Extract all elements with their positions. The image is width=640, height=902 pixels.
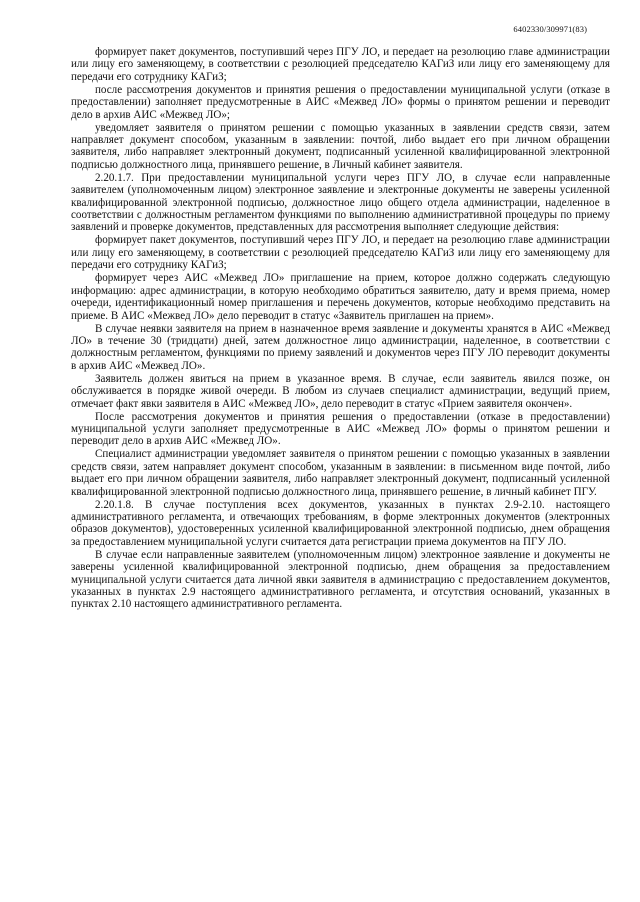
paragraph: формирует через АИС «Межвед ЛО» приглашение на прием, которое должно содержать следующую информацию: адрес администрации, в которую необходимо обратиться заявителю, дату и время приема, номер очереди, идентификационный номер приглашения и перечень документов, которые необходимо представить на приеме. В АИС «Межвед ЛО» дело переводит в статус «Заявитель приглашен на прием». [71, 272, 610, 322]
paragraph: формирует пакет документов, поступивший через ПГУ ЛО, и передает на резолюцию главе администрации или лицу его заменяющему, в соответствии с резолюцией председателю КАГиЗ или лицу его заменяющему для передачи его сотруднику КАГиЗ; [71, 234, 610, 272]
paragraph: формирует пакет документов, поступивший через ПГУ ЛО, и передает на резолюцию главе администрации или лицу его заменяющему, в соответствии с резолюцией председателю КАГиЗ или лицу его заменяющему для передачи его сотруднику КАГиЗ; [71, 46, 610, 83]
paragraph: В случае неявки заявителя на прием в назначенное время заявление и документы хранятся в АИС «Межвед ЛО» в течение 30 (тридцати) дней, затем должностное лицо администрации, наделенное, в соответствии с должностным регламентом, функциями по приему заявлений и документов через ПГУ ЛО переводит документы в архив АИС «Межвед ЛО». [71, 322, 610, 372]
paragraph: После рассмотрения документов и принятия решения о предоставлении (отказе в предоставлении) муниципальной услуги заполняет предусмотренные в АИС «Межвед ЛО» формы о принятом решении и переводит дело в архив АИС «Межвед ЛО». [71, 410, 610, 448]
paragraph: В случае если направленные заявителем (уполномоченным лицом) электронное заявление и документы не заверены усиленной квалифицированной электронной подписью, днем обращения за предоставлением муниципальной услуги считается дата личной явки заявителя в администрацию с предоставлением документов, указанных в пунктах 2.9 настоящего административного регламента, и отсутствия оснований, указанных в пунктах 2.10 настоящего административного регламента. [71, 548, 610, 611]
paragraph: после рассмотрения документов и принятия решения о предоставлении муниципальной услуги (отказе в предоставлении) заполняет предусмотренные в АИС «Межвед ЛО» формы о принятом решении и переводит дело в архив АИС «Межвед ЛО»; [71, 83, 610, 121]
paragraph: 2.20.1.7. При предоставлении муниципальной услуги через ПГУ ЛО, в случае если направленные заявителем (уполномоченным лицом) электронное заявление и электронные документы не заверены усиленной квалифицированной электронной подписью, должностное лицо общего отдела администрации, наделенное в соответствии с должностным регламентом функциями по выполнению административной процедуры по приему заявлений и проверке документов, представленных для рассмотрения выполняет следующие действия: [71, 171, 610, 234]
paragraph: Заявитель должен явиться на прием в указанное время. В случае, если заявитель явился позже, он обслуживается в порядке живой очереди. В любом из случаев специалист администрации, ведущий прием, отмечает факт явки заявителя в АИС «Межвед ЛО», дело переводит в статус «Прием заявителя окончен». [71, 372, 610, 410]
document-reference-number: 6402330/309971(83) [513, 24, 587, 34]
paragraph: уведомляет заявителя о принятом решении с помощью указанных в заявлении средств связи, затем направляет документ способом, указанным в заявлении: почтой, либо выдает его при личном обращении заявителя, либо направляет электронный документ, подписанный усиленной квалифицированной электронной подписью должностного лица, принявшего решение, в Личный кабинет заявителя. [71, 121, 610, 171]
paragraph: Специалист администрации уведомляет заявителя о принятом решении с помощью указанных в заявлении средств связи, затем направляет документ способом, указанным в заявлении: в письменном виде почтой, либо выдает его при личном обращении заявителя, либо направляет электронный документ, подписанный усиленной квалифицированной электронной подписью должностного лица, принявшего решение, в личный кабинет ПГУ. [71, 448, 610, 498]
paragraph: 2.20.1.8. В случае поступления всех документов, указанных в пунктах 2.9-2.10. настоящего административного регламента, и отвечающих требованиям, в форме электронных документов (электронных образов документов), удостоверенных усиленной квалифицированной электронной подписью, днем обращения за предоставлением муниципальной услуги считается дата регистрации приема документов на ПГУ ЛО. [71, 498, 610, 548]
document-body [71, 46, 610, 611]
